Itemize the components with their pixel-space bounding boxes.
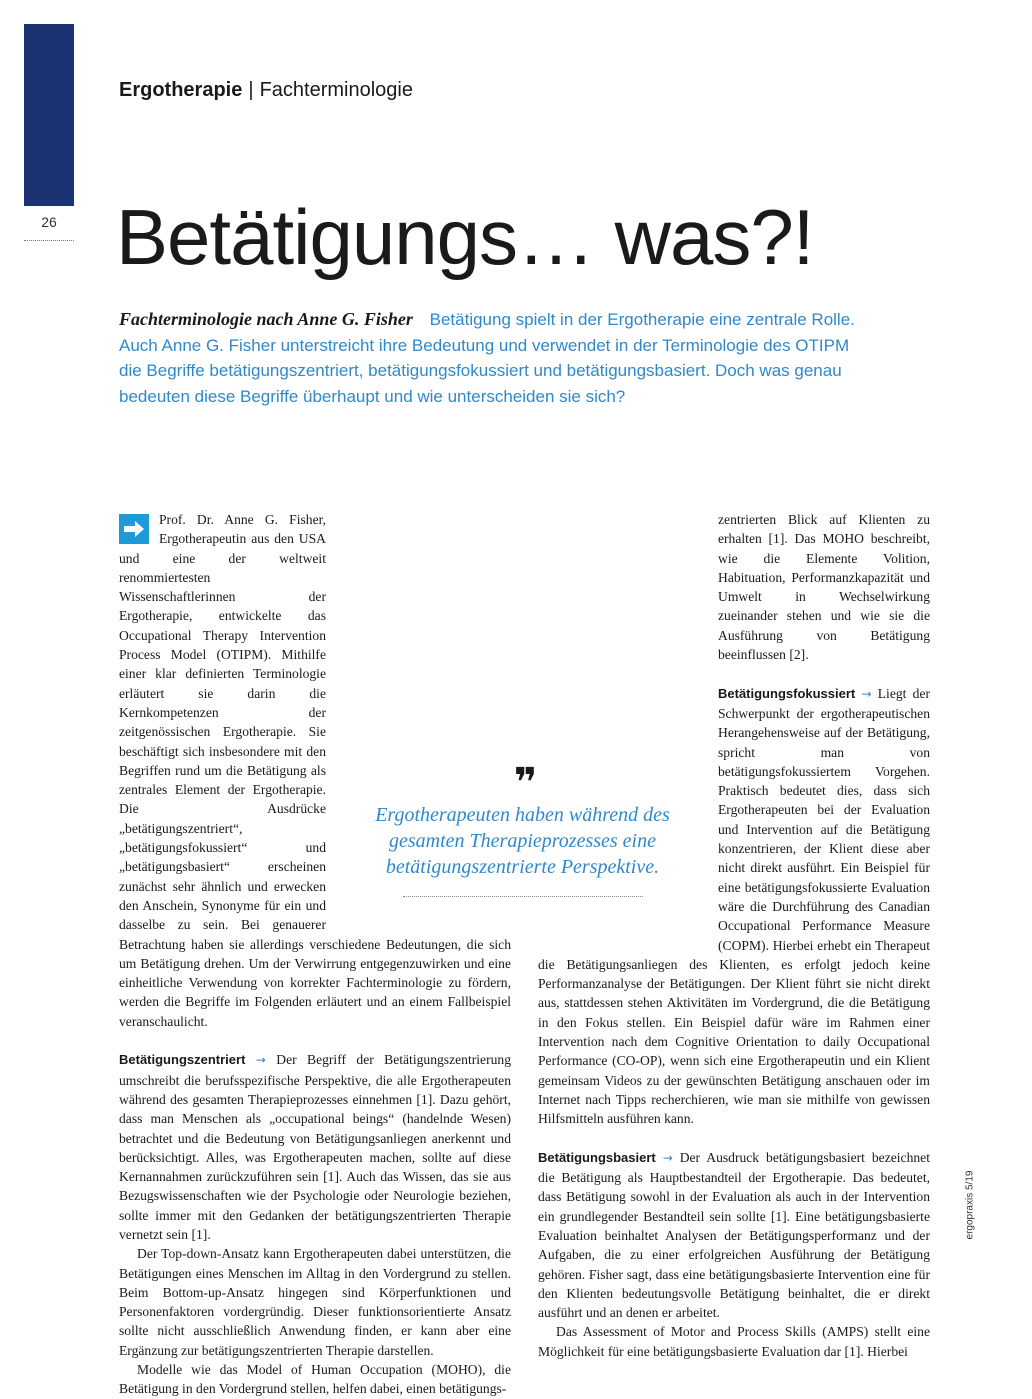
journal-issue (960, 1170, 980, 1240)
arrow-right-icon (119, 514, 149, 544)
lead-kicker: Fachterminologie nach Anne G. Fisher (119, 309, 413, 329)
term-heading: Betätigungszentriert (119, 1052, 246, 1068)
pullquote (350, 760, 695, 897)
pullquote-rule (403, 896, 643, 897)
term-heading: Betätigungsbasiert (538, 1149, 656, 1165)
pullquote-text: Ergotherapeuten haben während des gesamten Therapieprozesses eine betätigungszentrierte Perspektive. (375, 804, 670, 878)
quote-mark-icon: ❞ (513, 760, 532, 806)
subsection-name: Fachterminologie (259, 79, 413, 101)
arrow-icon: → (662, 1150, 673, 1165)
body-column-left (119, 510, 511, 1399)
section-name: Ergotherapie (119, 79, 243, 101)
side-color-bar (24, 24, 74, 206)
term-heading: Betätigungsfokussiert (718, 685, 856, 701)
lead-text: Betätigung spielt in der Ergotherapie eine zentrale Rolle. Auch Anne G. Fisher unterstreicht ihre Bedeutung und verwendet in der Terminologie des OTIPM die Begriffe betätigungszentriert, betätigungsfokussiert und betätigungsbasiert. Doch was genau bedeuten diese Begriffe überhaupt und wie unterscheiden sie sich? (119, 310, 855, 406)
arrow-icon: → (255, 1053, 266, 1068)
body-paragraph (119, 1050, 511, 1244)
article-lead (119, 307, 859, 409)
body-paragraph: Der Top-down-Ansatz kann Ergotherapeuten dabei unterstützen, die Betätigungen eines Menschen im Alltag in den Vordergrund zu stellen. Beim Bottom-up-Ansatz hingegen sind Körperfunktionen und Personenfaktoren vordergründig. Dieser funktionsorientierte Ansatz sollte nicht ausschließlich Anwendung finden, er kann aber eine Ergänzung zur betätigungszentrierten Therapie darstellen. (119, 1246, 511, 1358)
arrow-icon: → (861, 686, 872, 701)
body-paragraph: Modelle wie das Model of Human Occupation (MOHO), die Betätigung in den Vordergrund stellen, helfen dabei, einen betätigungs- (119, 1362, 511, 1397)
article-title: Betätigungs… was?! (116, 193, 814, 281)
body-paragraph: Prof. Dr. Anne G. Fisher, Ergotherapeutin aus den USA und eine der weltweit renommiertesten Wissenschaftlerinnen der Ergotherapie, entwickelte das Occupational Therapy Intervention Process Model (OTIPM). Mithilfe einer klar definierten Terminologie erläutert sie darin die Kernkompetenzen der zeitgenössischen Ergotherapie. Sie beschäftigt sich insbesondere mit den Begriffen rund um die Betätigung als zentrales Element der Ergotherapie. Die Ausdrücke „betätigungszentriert“, „betätigungsfokussiert“ und „betätigungsbasiert“ erscheinen zunächst sehr ähnlich und erwecken den Anschein, Synonyme für ein und dasselbe zu sein. Bei genauerer Betrachtung haben sie allerdings verschiedene Bedeutungen, die sich um Betätigung drehen. Um der Verwirrung entgegenzuwirken und eine einheitliche Verwendung von korrekter Fachterminologie zu fördern, werden die Begriffe im Folgenden erläutert und an einem Fallbeispiel veranschaulicht. (119, 512, 511, 1029)
page-number-rule (24, 240, 74, 241)
body-paragraph: Das Assessment of Motor and Process Skills (AMPS) stellt eine Möglichkeit für eine betätigungsbasierte Evaluation dar [1]. Hierbei (538, 1324, 930, 1359)
term-definition: Liegt der Schwerpunkt der ergotherapeutischen Herangehensweise auf der Betätigung, spricht man von betätigungsfokussiertem Vorgehen. Praktisch bedeutet dies, dass sich Ergotherapeuten bei der Evaluation und Intervention auf die Betätigung konzentrieren, der Klient diese aber nicht direkt ausführt. Ein Beispiel für eine betätigungsfokussierte Evaluation wäre die Durchführung des Canadian Occupational Performance Measure (COPM). Hierbei erhebt ein Therapeut die Betätigungsanliegen des Klienten, es erfolgt jedoch keine Performanzanalyse der Betätigungen. Der Klient führt sie nicht direkt aus, stattdessen stehen Aktivitäten im Vordergrund, die die Betätigung in den Fokus stellen. Ein Beispiel dafür wäre im Rahmen einer Intervention nach dem Cognitive Orientation to daily Occupational Performance (CO-OP), wenn sich eine Ergotherapeutin und ein Klient gemeinsam Videos zu der gewünschten Betätigung anschauen oder im Internet nach Tipps recherchieren, wie man sie mithilfe von gewissen Hilfsmitteln ausführen kann. (538, 685, 931, 1127)
journal-issue-label: ergopraxis 5/19 (964, 1170, 976, 1240)
section-header (119, 79, 413, 102)
body-column-right (538, 510, 930, 1361)
page-number: 26 (41, 214, 57, 230)
term-definition: Der Ausdruck betätigungsbasiert bezeichnet die Betätigung als Hauptbestandteil der Ergotherapie. Das bedeutet, dass Betätigung sowohl in der Evaluation als auch in der Intervention ein grundlegender Bestandteil sein sollte [1]. Eine betätigungsbasierte Evaluation beinhaltet Analysen der Betätigungsperformanz und der Aufgaben, die zu einer erfolgreichen Ausführung der Betätigung gehören. Fisher sagt, dass eine betätigungsbasierte Intervention eine für den Klienten bedeutungsvolle Betätigung beinhaltet, die er direkt ausführt und an denen er arbeitet. (538, 1149, 930, 1321)
section-separator: | (248, 79, 254, 101)
body-paragraph (538, 1148, 930, 1323)
body-paragraph: zentrierten Blick auf Klienten zu erhalten [1]. Das MOHO beschreibt, wie die Elemente Volition, Habituation, Performanzkapazität und Umwelt in Wechselwirkung zueinander stehen und wie sie die Ausführung von Betätigung beeinflussen [2]. (718, 512, 930, 663)
term-definition: Der Begriff der Betätigungszentrierung umschreibt die berufsspezifische Perspektive, die alle Ergotherapeuten während des gesamten Therapieprozesses einnehmen [1]. Dazu gehört, dass man Menschen als „occupational beings“ (handelnde Wesen) betrachtet und die Bedeutung von Betätigungsanliegen anerkennt und berücksichtigt. Alles, was Ergotherapeuten machen, sollte auf diese Kernannahmen zurückzuführen sein [1]. Auch das Wissen, das sie aus Bezugswissenschaften wie der Psychologie oder Neurologie beziehen, sollte immer mit den Gedanken der betätigungszentrierten Therapie vernetzt sein [1]. (119, 1052, 511, 1242)
